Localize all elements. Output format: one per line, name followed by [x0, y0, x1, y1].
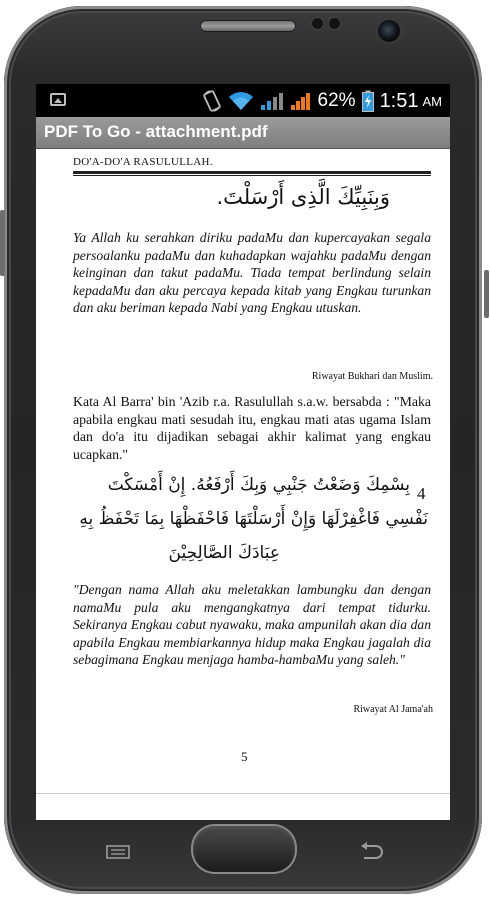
- cell-signal-icon: [290, 91, 312, 111]
- screen: [36, 84, 450, 820]
- arabic-text-2-line-2: نَفْسِي فَاغْفِرْلَهَا وَإِنْ أَرْسَلْتَهَا فَاحْفَظْهَا بِمَا تَحْفَظُ بِهِ: [79, 509, 428, 529]
- menu-key-icon[interactable]: [106, 845, 130, 859]
- reference-1: Riwayat Bukhari dan Muslim.: [311, 371, 433, 382]
- app-title: PDF To Go - attachment.pdf: [44, 122, 268, 141]
- data-signal-icon: [260, 91, 284, 111]
- proximity-sensor: [312, 18, 323, 29]
- power-button[interactable]: [484, 270, 489, 318]
- home-button[interactable]: [193, 826, 295, 872]
- clock-time: 1:51: [379, 89, 419, 112]
- page-number: 5: [241, 749, 248, 764]
- app-title-bar: [36, 117, 450, 149]
- status-bar: [36, 84, 450, 117]
- paragraph-hadith: Kata Al Barra' bin 'Azib r.a. Rasulullah s.a.w. bersabda : "Maka apabila engkau mati sesudah itu, engkau mati atas ugama Islam dan do'a itu dijadikan sebagai akhir kalimat yang engkau ucapkan.": [73, 394, 431, 462]
- header-rule: [73, 171, 431, 174]
- item-number: 4: [417, 484, 426, 503]
- clock-ampm: AM: [422, 93, 442, 109]
- page-bottom-area: [36, 793, 450, 820]
- paragraph-translation-1: Ya Allah ku serahkan diriku padaMu dan kupercayakan segala persoalanku padaMu dan kuhadapkan wajahku padaMu dengan keinginan dan takut padaMu. Tiada tempat berlindung selain kepadaMu dan aku percaya kepada kitab yang Engkau turunkan dan aku beriman kepada Nabi yang Engkau utuskan.: [73, 230, 431, 316]
- front-camera: [378, 20, 400, 42]
- back-key-icon[interactable]: [358, 842, 384, 860]
- arabic-text-2-line-1: بِسْمِكَ وَضَعْتُ جَنْبِي وَبِكَ أَرْفَعُهُ. إِنْ أَمْسَكْتَ: [107, 475, 410, 495]
- arabic-text-1: وَبِنَبِيِّكَ الَّذِى أَرْسَلْتَ.: [216, 185, 390, 209]
- image-notification-icon: [50, 93, 66, 106]
- wifi-icon: [228, 91, 254, 111]
- status-icons: [202, 87, 442, 115]
- reference-2: Riwayat Al Jama'ah: [353, 704, 433, 715]
- earpiece-speaker: [200, 20, 296, 32]
- rotation-icon: [202, 90, 222, 112]
- page-header: DO'A-DO'A RASULULLAH.: [73, 156, 213, 168]
- light-sensor: [329, 18, 340, 29]
- volume-button[interactable]: [0, 210, 5, 276]
- pdf-page[interactable]: [36, 149, 450, 793]
- header-rule-thin: [73, 175, 431, 176]
- arabic-text-2-line-3: عِبَادَكَ الصَّالِحِيْنَ: [168, 543, 280, 563]
- battery-percent: 62%: [317, 90, 356, 111]
- paragraph-translation-2: "Dengan nama Allah aku meletakkan lambungku dan dengan namaMu pula aku mengangkatnya dari tempat tidurku. Sekiranya Engkau cabut nyawaku, maka ampunilah akan dia dan apabila Engkau membiarkannya hidup maka Engkau jagalah dia sebagimana Engkau menjaga hamba-hambaMu yang saleh.": [73, 582, 431, 668]
- battery-charging-icon: [362, 90, 374, 112]
